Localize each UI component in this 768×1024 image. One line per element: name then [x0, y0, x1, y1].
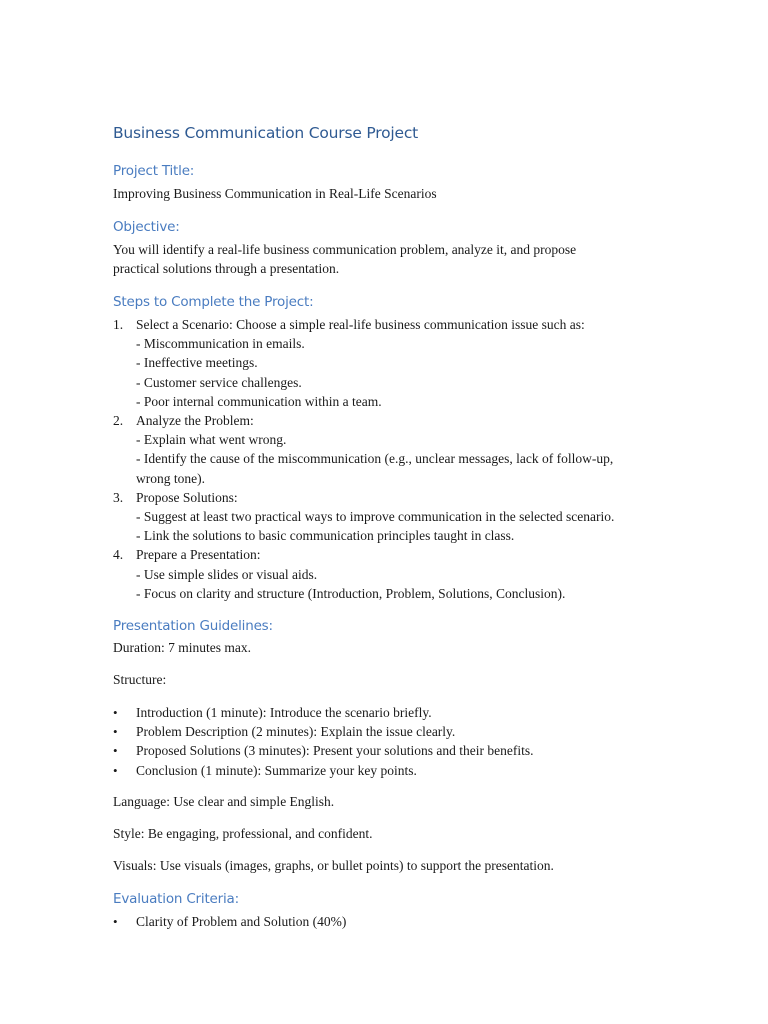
project-title-text: Improving Business Communication in Real-Life Scenarios: [113, 186, 437, 201]
step-line: - Explain what went wrong.: [136, 432, 287, 448]
step-line: - Suggest at least two practical ways to improve communication in the selected scenario.: [136, 509, 615, 525]
step-number: 4.: [113, 547, 124, 563]
structure-label: Structure:: [113, 672, 167, 687]
list-item-text: Conclusion (1 minute): Summarize your key points.: [136, 762, 417, 778]
list-item-text: Proposed Solutions (3 minutes): Present your solutions and their benefits.: [136, 743, 534, 759]
evaluation-list: [113, 912, 346, 931]
steps-heading: Steps to Complete the Project:: [113, 294, 314, 310]
step-number: 3.: [113, 489, 124, 505]
step-item: [113, 545, 614, 603]
list-item: [113, 761, 533, 780]
list-item: [113, 741, 533, 760]
step-line: wrong tone).: [136, 470, 205, 486]
evaluation-heading: Evaluation Criteria:: [113, 891, 239, 907]
step-line: - Focus on clarity and structure (Introduction, Problem, Solutions, Conclusion).: [136, 585, 566, 601]
step-number: 1.: [113, 317, 124, 332]
objective-line: You will identify a real-life business communication problem, analyze it, and propose: [113, 242, 577, 257]
guidelines-heading: Presentation Guidelines:: [113, 618, 273, 634]
bullet-icon: •: [113, 762, 118, 778]
bullet-icon: •: [113, 724, 118, 740]
document-title: Business Communication Course Project: [113, 124, 419, 142]
step-item: [113, 411, 614, 488]
list-item: [113, 912, 346, 931]
step-line: - Link the solutions to basic communication principles taught in class.: [136, 528, 515, 544]
objective-line: practical solutions through a presentation.: [113, 261, 340, 277]
step-line: - Miscommunication in emails.: [136, 336, 305, 352]
document-page: [113, 0, 693, 1024]
step-line: - Poor internal communication within a team.: [136, 393, 382, 409]
style-text: Style: Be engaging, professional, and confident.: [113, 826, 373, 841]
structure-list: [113, 703, 533, 780]
list-item: [113, 722, 533, 741]
step-line: Propose Solutions:: [136, 489, 238, 505]
language-text: Language: Use clear and simple English.: [113, 794, 335, 809]
steps-list: [113, 315, 614, 603]
step-line: - Customer service challenges.: [136, 374, 302, 390]
step-line: Analyze the Problem:: [136, 413, 254, 429]
step-line: - Ineffective meetings.: [136, 355, 258, 371]
visuals-text: Visuals: Use visuals (images, graphs, or bullet points) to support the presentation.: [113, 858, 554, 873]
list-item: [113, 703, 533, 722]
list-item-text: Introduction (1 minute): Introduce the scenario briefly.: [136, 705, 432, 720]
step-line: Prepare a Presentation:: [136, 547, 261, 563]
step-number: 2.: [113, 413, 124, 429]
bullet-icon: •: [113, 705, 118, 720]
objective-text: [113, 240, 576, 278]
step-line: - Identify the cause of the miscommunication (e.g., unclear messages, lack of follow-up,: [136, 451, 614, 467]
step-line: Select a Scenario: Choose a simple real-life business communication issue such as:: [136, 317, 585, 332]
list-item-text: Problem Description (2 minutes): Explain the issue clearly.: [136, 724, 456, 740]
project-title-heading: Project Title:: [113, 163, 195, 179]
step-line: - Use simple slides or visual aids.: [136, 566, 318, 582]
list-item-text: Clarity of Problem and Solution (40%): [136, 914, 347, 929]
step-item: [113, 488, 614, 546]
step-item: [113, 315, 614, 411]
bullet-icon: •: [113, 743, 118, 759]
bullet-icon: •: [113, 914, 118, 929]
duration-text: Duration: 7 minutes max.: [113, 640, 251, 655]
objective-heading: Objective:: [113, 219, 180, 235]
